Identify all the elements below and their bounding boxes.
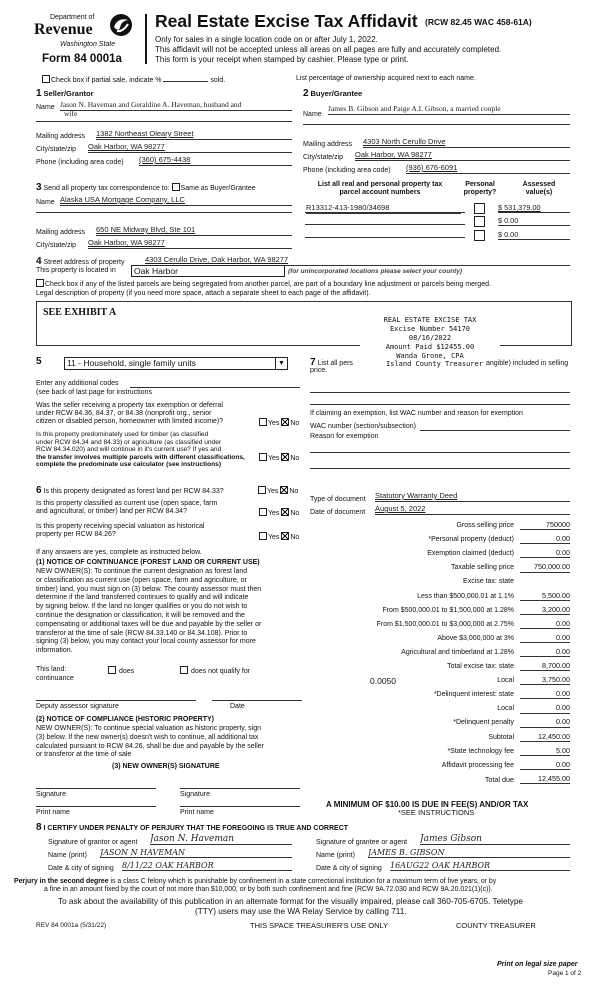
calc-label-6: From $500,000.01 to $1,500,000 at 1.28% — [382, 606, 514, 614]
seller-name-label: Name — [36, 104, 55, 111]
forest-no-checkbox[interactable] — [280, 486, 288, 494]
stamp-line5: Wanda Grone, CPA — [396, 352, 464, 360]
parcel-header-1: List all real and personal property tax parcel account numbers — [317, 181, 443, 197]
grantor-date-label: Date & city of signing — [48, 865, 114, 872]
calc-value-10[interactable]: 8,700.00 — [520, 662, 570, 671]
calc-label-9: Agricultural and timberland at 1.28% — [401, 648, 514, 656]
partial-sale-label: Check box if partial sale, indicate % — [51, 77, 162, 84]
calc-value-13[interactable]: 0.00 — [520, 704, 570, 713]
seller-phone-label: Phone (including area code) — [36, 159, 124, 166]
calc-label-12: *Delinquent interest: state — [433, 691, 514, 699]
parcel-header-2: Personal property? — [463, 181, 497, 197]
timber-no-checkbox[interactable] — [281, 453, 289, 461]
page-title: Real Estate Excise Tax Affidavit — [155, 11, 418, 31]
historic-yes-checkbox[interactable] — [259, 532, 267, 540]
assessed-value-3[interactable]: $ 0.00 — [498, 231, 570, 240]
corr-name-label: Name — [36, 199, 55, 206]
notice1-heading: (1) NOTICE OF CONTINUANCE (FOREST LAND OR CURRENT USE) — [36, 559, 260, 566]
grantor-signature[interactable]: Jason N. Haveman — [150, 834, 292, 845]
header-sub1: Only for sales in a single location code on or after July 1, 2022. — [155, 35, 378, 44]
does-qualify-checkbox[interactable] — [108, 666, 116, 674]
calc-value-1[interactable]: 0.00 — [520, 535, 570, 544]
additional-codes-note: (see back of last page for instructions — [36, 389, 152, 396]
timber-yes-checkbox[interactable] — [259, 453, 267, 461]
timber-question: Is this property predominately used for timber (as classified under RCW 84.34 and 84.33) or agriculture (as classified under RCW 84.34.020) and will continue in it's current use? If yes and the transfer involves multiple parcels with different classifications, complete the predominate use calculator (see instructions) — [36, 431, 245, 469]
owner-sig-label-2: Signature — [180, 791, 210, 798]
header-divider — [145, 14, 147, 64]
notice2-text: NEW OWNER(S): To continue special valuation as historic property, sign (3) below. If the new owner(s) doesn't wish to continue, all additional tax calculated pursuant to RCW 84.26, shall be due and payable by the seller or transferor at the time of sale — [36, 725, 265, 759]
buyer-phone-label: Phone (including area code) — [303, 167, 391, 174]
grantee-sig-label: Signature of grantee or agent — [316, 839, 408, 846]
parcel-header-3: Assessed value(s) — [522, 181, 556, 197]
notice3-heading: (3) NEW OWNER(S) SIGNATURE — [112, 763, 220, 770]
timber-yes-no: Yes No — [259, 453, 299, 463]
grantor-sig-label: Signature of grantor or agent — [48, 839, 138, 846]
land-use-value: 11 - Household, single family units — [67, 358, 196, 368]
grantee-date-label: Date & city of signing — [316, 865, 382, 872]
county-treasurer: COUNTY TREASURER — [456, 921, 536, 930]
stamp-line6: Island County Treasurer — [386, 360, 483, 368]
buyer-heading: 2 Buyer/Grantee — [303, 88, 363, 99]
accessibility-line2: (TTY) users may use the WA Relay Service by calling 711. — [195, 907, 407, 916]
ifany-note: If any answers are yes, complete as instructed below. — [36, 549, 202, 556]
partial-sale-checkbox[interactable] — [42, 75, 50, 83]
current-use-no-checkbox[interactable] — [281, 508, 289, 516]
historic-yes-no: Yes No — [259, 532, 299, 542]
certify-heading: 8 I CERTIFY UNDER PENALTY OF PERJURY THAT THE FOREGOING IS TRUE AND CORRECT — [36, 822, 349, 833]
grantor-name-label: Name (print) — [48, 852, 87, 859]
additional-codes-label: Enter any additional codes — [36, 380, 119, 387]
corr-name-field[interactable]: Alaska USA Mortgage Company, LLC — [60, 196, 292, 206]
grantee-name-label: Name (print) — [316, 852, 355, 859]
corr-heading: 3 Send all property tax correspondence to: Same as Buyer/Grantee — [36, 182, 256, 193]
sold-label: sold. — [210, 77, 226, 84]
calc-label-13: Local — [497, 705, 514, 713]
dept-line2: Revenue — [34, 21, 93, 38]
calc-value-12[interactable]: 0.00 — [520, 690, 570, 699]
docdate-label: Date of document — [310, 509, 366, 516]
list-pct-note: List percentage of ownership acquired next to each name. — [296, 75, 476, 82]
personal-property-checkbox-1[interactable] — [474, 203, 485, 214]
same-as-buyer-checkbox[interactable] — [172, 183, 180, 191]
docdate-field[interactable]: August 5, 2022 — [375, 505, 570, 515]
calc-label-17: Affidavit processing fee — [441, 761, 514, 769]
calc-label-3: Taxable selling price — [450, 564, 514, 572]
exemption-no-checkbox[interactable] — [281, 418, 289, 426]
personal-property-checkbox-3[interactable] — [474, 230, 485, 241]
owner-pname-label-1: Print name — [36, 809, 70, 816]
grantor-date-city[interactable]: 8/11/22 OAK HARBOR — [122, 861, 292, 871]
calc-label-15: Subtotal — [488, 733, 514, 741]
calc-value-18[interactable]: 12,455.00 — [520, 775, 570, 784]
deputy-date-label: Date — [230, 703, 245, 710]
calc-value-9[interactable]: 0.00 — [520, 648, 570, 657]
form-number: Form 84 0001a — [42, 53, 122, 65]
segregate-row: Check box if any of the listed parcels are being segregated from another parcel, are part of a boundary line adjustment or parcels being merged. — [36, 279, 491, 289]
assessed-value-2[interactable]: $ 0.00 — [498, 217, 570, 226]
partial-sale-row — [42, 75, 225, 85]
notice2-heading: (2) NOTICE OF COMPLIANCE (HISTORIC PROPERTY) — [36, 716, 214, 723]
stamp-line4: Amount Paid $12455.00 — [385, 343, 475, 351]
calc-value-6[interactable]: 3,200.00 — [520, 606, 570, 615]
corr-city-label: City/state/zip — [36, 242, 77, 249]
dor-logo — [12, 10, 142, 68]
calc-value-0[interactable]: 750000 — [520, 521, 570, 530]
exemption-yes-no: Yes No — [259, 418, 299, 428]
sec5-num: 5 — [36, 356, 42, 367]
forest-yes-no: Yes No — [258, 486, 298, 496]
grantor-name-print[interactable]: JASON N HAVEMAN — [100, 848, 292, 858]
buyer-city-field[interactable]: Oak Harbor, WA 98277 — [355, 151, 570, 161]
current-use-yes-no: Yes No — [259, 508, 299, 518]
seller-mail-label: Mailing address — [36, 133, 86, 140]
deputy-sig-label: Deputy assessor signature — [36, 703, 119, 710]
parcel-number-1[interactable]: R13312-413-1980/34698 — [306, 204, 461, 214]
sec7-heading: 7 List all pers — [310, 357, 353, 368]
stamp-line1: REAL ESTATE EXCISE TAX — [383, 316, 477, 324]
street-label: 4 Street address of property — [36, 256, 125, 267]
dept-line3: Washington State — [60, 41, 116, 48]
corr-mail-field[interactable]: 650 NE Midway Blvd, Ste 101 — [96, 226, 292, 236]
doctype-label: Type of document — [310, 496, 366, 503]
segregate-checkbox[interactable] — [36, 279, 44, 287]
seller-mail-field[interactable]: 1382 Northeast Oleary Street — [96, 130, 292, 140]
sec6-q3: Is this property receiving special valuation as historical property per RCW 84.26? — [36, 523, 205, 539]
grantee-signature[interactable]: James Gibson — [420, 834, 570, 845]
street-field[interactable]: 4303 Cerullo Drive, Oak Harbor, WA 98277 — [145, 256, 570, 266]
calc-value-3[interactable]: 750,000.00 — [520, 563, 570, 572]
reason-label: Reason for exemption — [310, 433, 379, 440]
calc-value-5[interactable]: 5,500.00 — [520, 592, 570, 601]
exemption-yes-checkbox[interactable] — [259, 418, 267, 426]
rcw-ref: (RCW 82.45 WAC 458-61A) — [425, 17, 532, 27]
sec6-q2: Is this property classified as current use (open space, farm and agricultural, or timber) land per RCW 84.34? — [36, 500, 218, 516]
does-not-qualify-checkbox[interactable] — [180, 666, 188, 674]
doesnot-option: does not qualify for — [180, 666, 250, 676]
calc-value-16[interactable]: 5.00 — [520, 747, 570, 756]
dept-line1: Department of — [50, 14, 95, 21]
calc-value-17[interactable]: 0.00 — [520, 761, 570, 770]
sec6-q1: 6 Is this property designated as forest land per RCW 84.33? — [36, 485, 224, 496]
forest-yes-checkbox[interactable] — [258, 486, 266, 494]
sec7-price: price. — [310, 367, 328, 374]
seller-city-field[interactable]: Oak Harbor, WA 98277 — [88, 143, 292, 153]
treasurer-stamp — [360, 316, 500, 361]
seller-heading: 1 Seller/Grantor — [36, 88, 94, 99]
calc-label-5: Less than $500,000.01 at 1.1% — [417, 592, 514, 600]
buyer-mail-field[interactable]: 4303 North Cerullo Drive — [363, 138, 570, 148]
calc-label-7: From $1,500,000.01 to $3,000,000 at 2.75% — [376, 620, 514, 628]
calc-label-1: *Personal property (deduct) — [428, 536, 514, 544]
grantee-date-city[interactable]: 16AUG22 OAK HARBOR — [390, 861, 570, 871]
local-rate: 0.0050 — [370, 676, 396, 687]
continuance-label: continuance — [36, 675, 74, 682]
calc-label-16: *State technology fee — [447, 747, 514, 755]
owner-sig-label-1: Signature — [36, 791, 66, 798]
calc-label-14: *Delinquent penalty — [453, 719, 514, 727]
seller-phone-field[interactable]: (360) 675-4438 — [139, 156, 292, 166]
perjury-line1: Perjury in the second degree is a class C felony which is punishable by confinement in a state correctional institution for a maximum term of five years, or by — [14, 878, 497, 885]
buyer-phone-field[interactable]: (936) 676-6091 — [406, 164, 570, 174]
assessed-value-1[interactable]: $ 531,379.00 — [498, 204, 570, 213]
calc-value-15[interactable]: 12,450.00 — [520, 733, 570, 742]
revenue-swirl-icon — [108, 12, 134, 38]
calc-value-2[interactable]: 0.00 — [520, 549, 570, 558]
calc-value-7[interactable]: 0.00 — [520, 620, 570, 629]
page-number: Page 1 of 2 — [548, 970, 582, 977]
rev-number: REV 84 0001a (5/31/22) — [36, 922, 107, 929]
corr-city-field[interactable]: Oak Harbor, WA 98277 — [88, 239, 292, 249]
does-option: does — [108, 666, 134, 676]
exemption-claim-label: If claiming an exemption, list WAC number and reason for exemption — [310, 410, 523, 417]
land-use-select[interactable] — [64, 357, 288, 370]
see-instructions: *SEE INSTRUCTIONS — [398, 808, 475, 817]
seller-name-field[interactable]: Jason N. Haveman and Geraldine A. Haveman, husband and — [60, 101, 292, 111]
wac-label: WAC number (section/subsection) — [310, 423, 416, 430]
calc-label-10: Total excise tax: state — [447, 663, 514, 670]
buyer-mail-label: Mailing address — [303, 141, 353, 148]
stamp-line3: 08/16/2022 — [408, 334, 452, 342]
corr-mail-label: Mailing address — [36, 229, 86, 236]
calc-label-0: Gross selling price — [456, 522, 514, 529]
minimum-notice: A MINIMUM OF $10.00 IS DUE IN FEE(S) AND/OR TAX — [326, 800, 529, 809]
calc-label-8: Above $3,000,000 at 3% — [437, 634, 514, 642]
historic-no-checkbox[interactable] — [281, 532, 289, 540]
seller-name-field-2[interactable]: wife — [64, 110, 78, 118]
calc-value-11[interactable]: 3,750.00 — [520, 676, 570, 685]
doctype-field[interactable]: Statutory Warranty Deed — [375, 492, 570, 502]
personal-property-checkbox-2[interactable] — [474, 216, 485, 227]
exemption-question: Was the seller receiving a property tax exemption or deferral under RCW 84.36, 84.37, or 84.38 (nonprofit org., senior citizen or disabled person, homeowner with limited income)? — [36, 402, 224, 426]
owner-pname-label-2: Print name — [180, 809, 214, 816]
located-label: This property is located in — [36, 267, 116, 274]
perjury-line2: a fine in an amount fixed by the court of not more than $10,000, or by both such confinement and fine (RCW 9A.72.030 and RCW 9A.20.021(1)(c)). — [44, 886, 493, 893]
buyer-name-field[interactable]: James B. Gibson and Paige A.I. Gibson, a married couple — [328, 105, 570, 115]
location-select[interactable]: Oak Harbor — [131, 265, 285, 277]
calc-label-11: Local — [497, 677, 514, 685]
stamp-line2: Excise Number 54170 — [389, 325, 471, 333]
buyer-name-label: Name — [303, 111, 322, 118]
calc-label-4: Excise tax: state — [463, 578, 514, 586]
this-land-label: This land: — [36, 666, 67, 673]
calc-value-14[interactable]: 0.00 — [520, 718, 570, 727]
legal-size-note: Print on legal size paper — [497, 961, 578, 968]
exhibit-text: SEE EXHIBIT A — [43, 307, 117, 318]
buyer-city-label: City/state/zip — [303, 154, 344, 161]
grantee-name-print[interactable]: JAMES B. GIBSON — [368, 848, 570, 858]
calc-value-8[interactable]: 0.00 — [520, 634, 570, 643]
calc-label-2: Exemption claimed (deduct) — [427, 550, 514, 558]
current-use-yes-checkbox[interactable] — [259, 508, 267, 516]
calc-label-18: Total due — [484, 774, 514, 784]
header-sub2: This affidavit will not be accepted unless all areas on all pages are fully and accurately completed. — [155, 45, 502, 54]
sec7-label2: angible) included in selling — [486, 360, 569, 367]
notice1-text: NEW OWNER(S): To continue the current designation as forest land or classification as current use (open space, farm and agriculture, or timber) land, you must sign on (3) below. The county assessor must then determine if the land transferred continues to qualify and will indicate by signing below. If the land no longer qualifies or you do not wish to continue the designation or classification, it will be removed and the compensating or additional taxes will be due and payable by the seller or transferor at the time of sale (RCW 84.33.140 or 84.34.108). Prior to signing (3) below, you may contact your local county assessor for more information. — [36, 568, 262, 655]
treasurer-space: THIS SPACE TREASURER'S USE ONLY — [250, 921, 389, 930]
uninc-note: (for unincorporated locations please select your county) — [288, 268, 463, 275]
seller-city-label: City/state/zip — [36, 146, 77, 153]
header-sub3: This form is your receipt when stamped by cashier. Please type or print. — [155, 55, 409, 64]
chevron-down-icon[interactable]: ▼ — [275, 358, 287, 369]
legal-desc-label: Legal description of property (if you need more space, attach a separate sheet to each page of the affidavit). — [36, 290, 371, 297]
accessibility-line1: To ask about the availability of this publication in an alternate format for the visually impaired, please call 360-705-6705. Teletype — [58, 897, 523, 906]
